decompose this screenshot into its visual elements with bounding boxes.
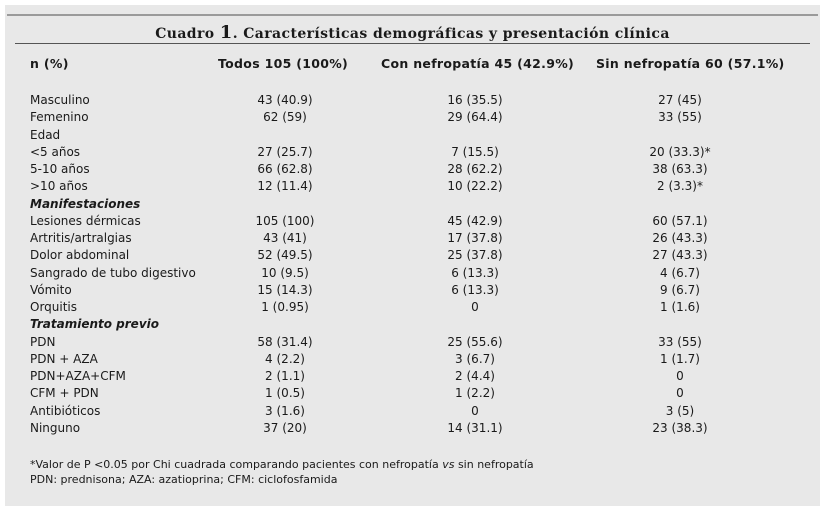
table-row xyxy=(30,179,800,196)
row-label: >10 años xyxy=(30,179,88,194)
cell-sin-nefropatia: 4 (6.7) xyxy=(660,265,700,280)
title-text: . Características demográficas y presentación clínica xyxy=(232,26,670,42)
table-row xyxy=(30,283,800,300)
row-label: PDN + AZA xyxy=(30,351,98,366)
cell-todos: 43 (41) xyxy=(263,231,307,245)
header-n: n (%) xyxy=(30,56,69,71)
title-number: 1 xyxy=(219,22,233,43)
table-row xyxy=(30,352,800,369)
row-label: Tratamiento previo xyxy=(30,317,159,332)
header-todos: Todos 105 (100%) xyxy=(218,56,349,71)
cell-sin-nefropatia: 33 (55) xyxy=(658,334,702,349)
table-row xyxy=(30,145,800,162)
cell-sin-nefropatia: 3 (5) xyxy=(665,403,695,418)
row-label: Dolor abdominal xyxy=(30,248,130,263)
cell-sin-nefropatia: 60 (57.1) xyxy=(652,213,708,228)
cell-todos: 43 (40.9) xyxy=(257,93,313,107)
table-row xyxy=(30,386,800,403)
row-label: Manifestaciones xyxy=(30,196,141,211)
row-label: Femenino xyxy=(30,110,89,125)
table-row xyxy=(30,421,800,438)
table-row xyxy=(30,335,800,352)
footnote-vs: vs xyxy=(442,458,455,471)
cell-todos: 4 (2.2) xyxy=(265,351,305,366)
cell-con-nefropatia: 14 (31.1) xyxy=(447,420,503,435)
row-label: CFM + PDN xyxy=(30,386,99,401)
row-label: <5 años xyxy=(30,144,81,159)
cell-sin-nefropatia: 9 (6.7) xyxy=(660,282,700,297)
cell-todos: 52 (49.5) xyxy=(257,248,313,263)
cell-todos: 66 (62.8) xyxy=(257,162,313,176)
cell-todos: 27 (25.7) xyxy=(257,144,313,159)
cell-todos: 3 (1.6) xyxy=(265,403,305,418)
cell-con-nefropatia: 25 (55.6) xyxy=(447,334,503,349)
row-label: PDN+AZA+CFM xyxy=(30,369,126,383)
cell-con-nefropatia: 0 xyxy=(471,300,479,314)
row-label: Orquitis xyxy=(30,300,78,314)
cell-con-nefropatia: 3 (6.7) xyxy=(455,351,495,366)
cell-con-nefropatia: 1 (2.2) xyxy=(455,386,495,401)
cell-con-nefropatia: 10 (22.2) xyxy=(447,179,503,194)
cell-sin-nefropatia: 33 (55) xyxy=(658,110,702,125)
row-label: 5-10 años xyxy=(30,162,90,176)
cell-sin-nefropatia: 1 (1.6) xyxy=(660,300,700,314)
row-label: Masculino xyxy=(30,93,90,107)
cell-con-nefropatia: 25 (37.8) xyxy=(447,248,503,263)
section-row xyxy=(30,317,800,334)
cell-con-nefropatia: 28 (62.2) xyxy=(447,162,503,176)
table-row xyxy=(30,128,800,145)
table-row xyxy=(30,248,800,265)
cell-con-nefropatia: 45 (42.9) xyxy=(447,213,503,228)
row-label: Ninguno xyxy=(30,420,81,435)
section-row xyxy=(30,197,800,214)
footnote-text-a: *Valor de P <0.05 por Chi cuadrada comparando pacientes con nefropatía xyxy=(30,458,443,471)
title-divider xyxy=(15,43,810,44)
cell-sin-nefropatia: 27 (43.3) xyxy=(652,248,708,263)
row-label: PDN xyxy=(30,334,56,349)
cell-con-nefropatia: 29 (64.4) xyxy=(447,110,503,125)
cell-sin-nefropatia: 26 (43.3) xyxy=(652,231,708,245)
cell-todos: 12 (11.4) xyxy=(257,179,313,194)
cell-todos: 105 (100) xyxy=(255,213,315,228)
cell-todos: 58 (31.4) xyxy=(257,334,313,349)
table-row xyxy=(30,214,800,231)
table-row xyxy=(30,110,800,127)
cell-sin-nefropatia: 38 (63.3) xyxy=(652,162,708,176)
row-label: Edad xyxy=(30,127,61,142)
cell-sin-nefropatia: 23 (38.3) xyxy=(652,420,708,435)
table-row xyxy=(30,300,800,317)
row-label: Lesiones dérmicas xyxy=(30,213,141,228)
cell-con-nefropatia: 7 (15.5) xyxy=(451,144,499,159)
footnote-text-b: sin nefropatía xyxy=(454,458,534,471)
cell-sin-nefropatia: 20 (33.3)* xyxy=(649,144,711,159)
cell-con-nefropatia: 0 xyxy=(471,403,479,418)
header-con-nefropatia: Con nefropatía 45 (42.9%) xyxy=(381,56,575,71)
footnote-significance xyxy=(30,458,534,471)
cell-con-nefropatia: 6 (13.3) xyxy=(451,265,499,280)
cell-todos: 37 (20) xyxy=(263,420,307,435)
table-title xyxy=(0,22,825,43)
table-row xyxy=(30,93,800,110)
header-sin-nefropatia: Sin nefropatía 60 (57.1%) xyxy=(596,56,785,71)
cell-todos: 1 (0.5) xyxy=(265,386,305,401)
table-row xyxy=(30,266,800,283)
table-row xyxy=(30,369,800,386)
top-rule xyxy=(7,14,818,16)
cell-sin-nefropatia: 0 xyxy=(676,386,684,401)
cell-todos: 10 (9.5) xyxy=(261,265,309,280)
table-row xyxy=(30,231,800,248)
footnote-abbreviations: PDN: prednisona; AZA: azatioprina; CFM: ciclofosfamida xyxy=(30,473,338,486)
table-row xyxy=(30,162,800,179)
table-row xyxy=(30,404,800,421)
cell-todos: 62 (59) xyxy=(263,110,307,125)
row-label: Sangrado de tubo digestivo xyxy=(30,265,196,280)
cell-sin-nefropatia: 2 (3.3)* xyxy=(657,179,703,194)
cell-sin-nefropatia: 27 (45) xyxy=(658,93,702,107)
row-label: Vómito xyxy=(30,282,72,297)
cell-con-nefropatia: 6 (13.3) xyxy=(451,282,499,297)
cell-todos: 1 (0.95) xyxy=(261,300,309,314)
row-label: Artritis/artralgias xyxy=(30,231,132,245)
cell-sin-nefropatia: 1 (1.7) xyxy=(660,351,700,366)
title-prefix: Cuadro xyxy=(155,26,215,42)
cell-con-nefropatia: 17 (37.8) xyxy=(447,231,503,245)
cell-sin-nefropatia: 0 xyxy=(676,369,684,383)
cell-con-nefropatia: 16 (35.5) xyxy=(447,93,503,107)
cell-con-nefropatia: 2 (4.4) xyxy=(455,369,495,383)
row-label: Antibióticos xyxy=(30,403,101,418)
cell-todos: 15 (14.3) xyxy=(257,282,313,297)
cell-todos: 2 (1.1) xyxy=(265,369,305,383)
